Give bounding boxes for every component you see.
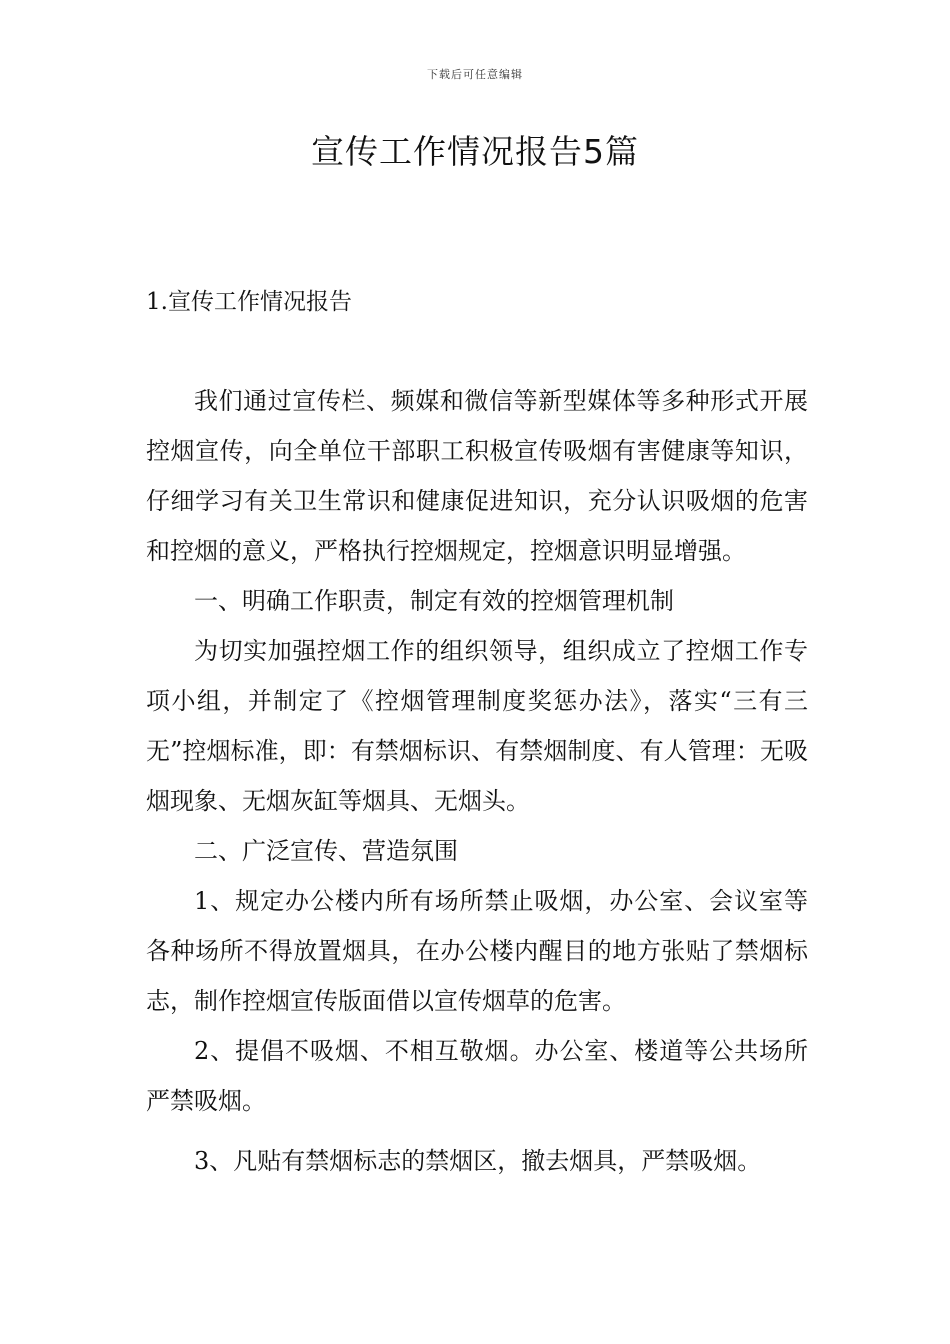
document-title: 宣传工作情况报告5篇 — [311, 132, 639, 171]
paragraph-heading-two: 二、广泛宣传、营造氛围 — [194, 837, 458, 865]
paragraph-organization: 为切实加强控烟工作的组织领导，组织成立了控烟工作专项小组，并制定了《控烟管理制度奖惩办法》，落实“三有三无”控烟标准，即：有禁烟标识、有禁烟制度、有人管理：无吸烟现象、无烟灰缸等烟具、无烟头。 — [146, 637, 808, 815]
section-heading: 1.宣传工作情况报告 — [146, 289, 352, 315]
paragraph-intro: 我们通过宣传栏、频媒和微信等新型媒体等多种形式开展控烟宣传，向全单位干部职工积极宣传吸烟有害健康等知识，仔细学习有关卫生常识和健康促进知识，充分认识吸烟的危害和控烟的意义，严格执行控烟规定，控烟意识明显增强。 — [146, 387, 808, 565]
body-text — [146, 376, 808, 1186]
header-note: 下载后可任意编辑 — [427, 68, 523, 81]
paragraph-item-2: 2、提倡不吸烟、不相互敬烟。办公室、楼道等公共场所严禁吸烟。 — [146, 1037, 808, 1115]
paragraph-item-1: 1、规定办公楼内所有场所禁止吸烟，办公室、会议室等各种场所不得放置烟具，在办公楼内醒目的地方张贴了禁烟标志，制作控烟宣传版面借以宣传烟草的危害。 — [146, 887, 808, 1015]
paragraph-heading-one: 一、明确工作职责，制定有效的控烟管理机制 — [194, 587, 674, 615]
paragraph-item-3: 3、凡贴有禁烟标志的禁烟区，撤去烟具，严禁吸烟。 — [194, 1147, 762, 1175]
